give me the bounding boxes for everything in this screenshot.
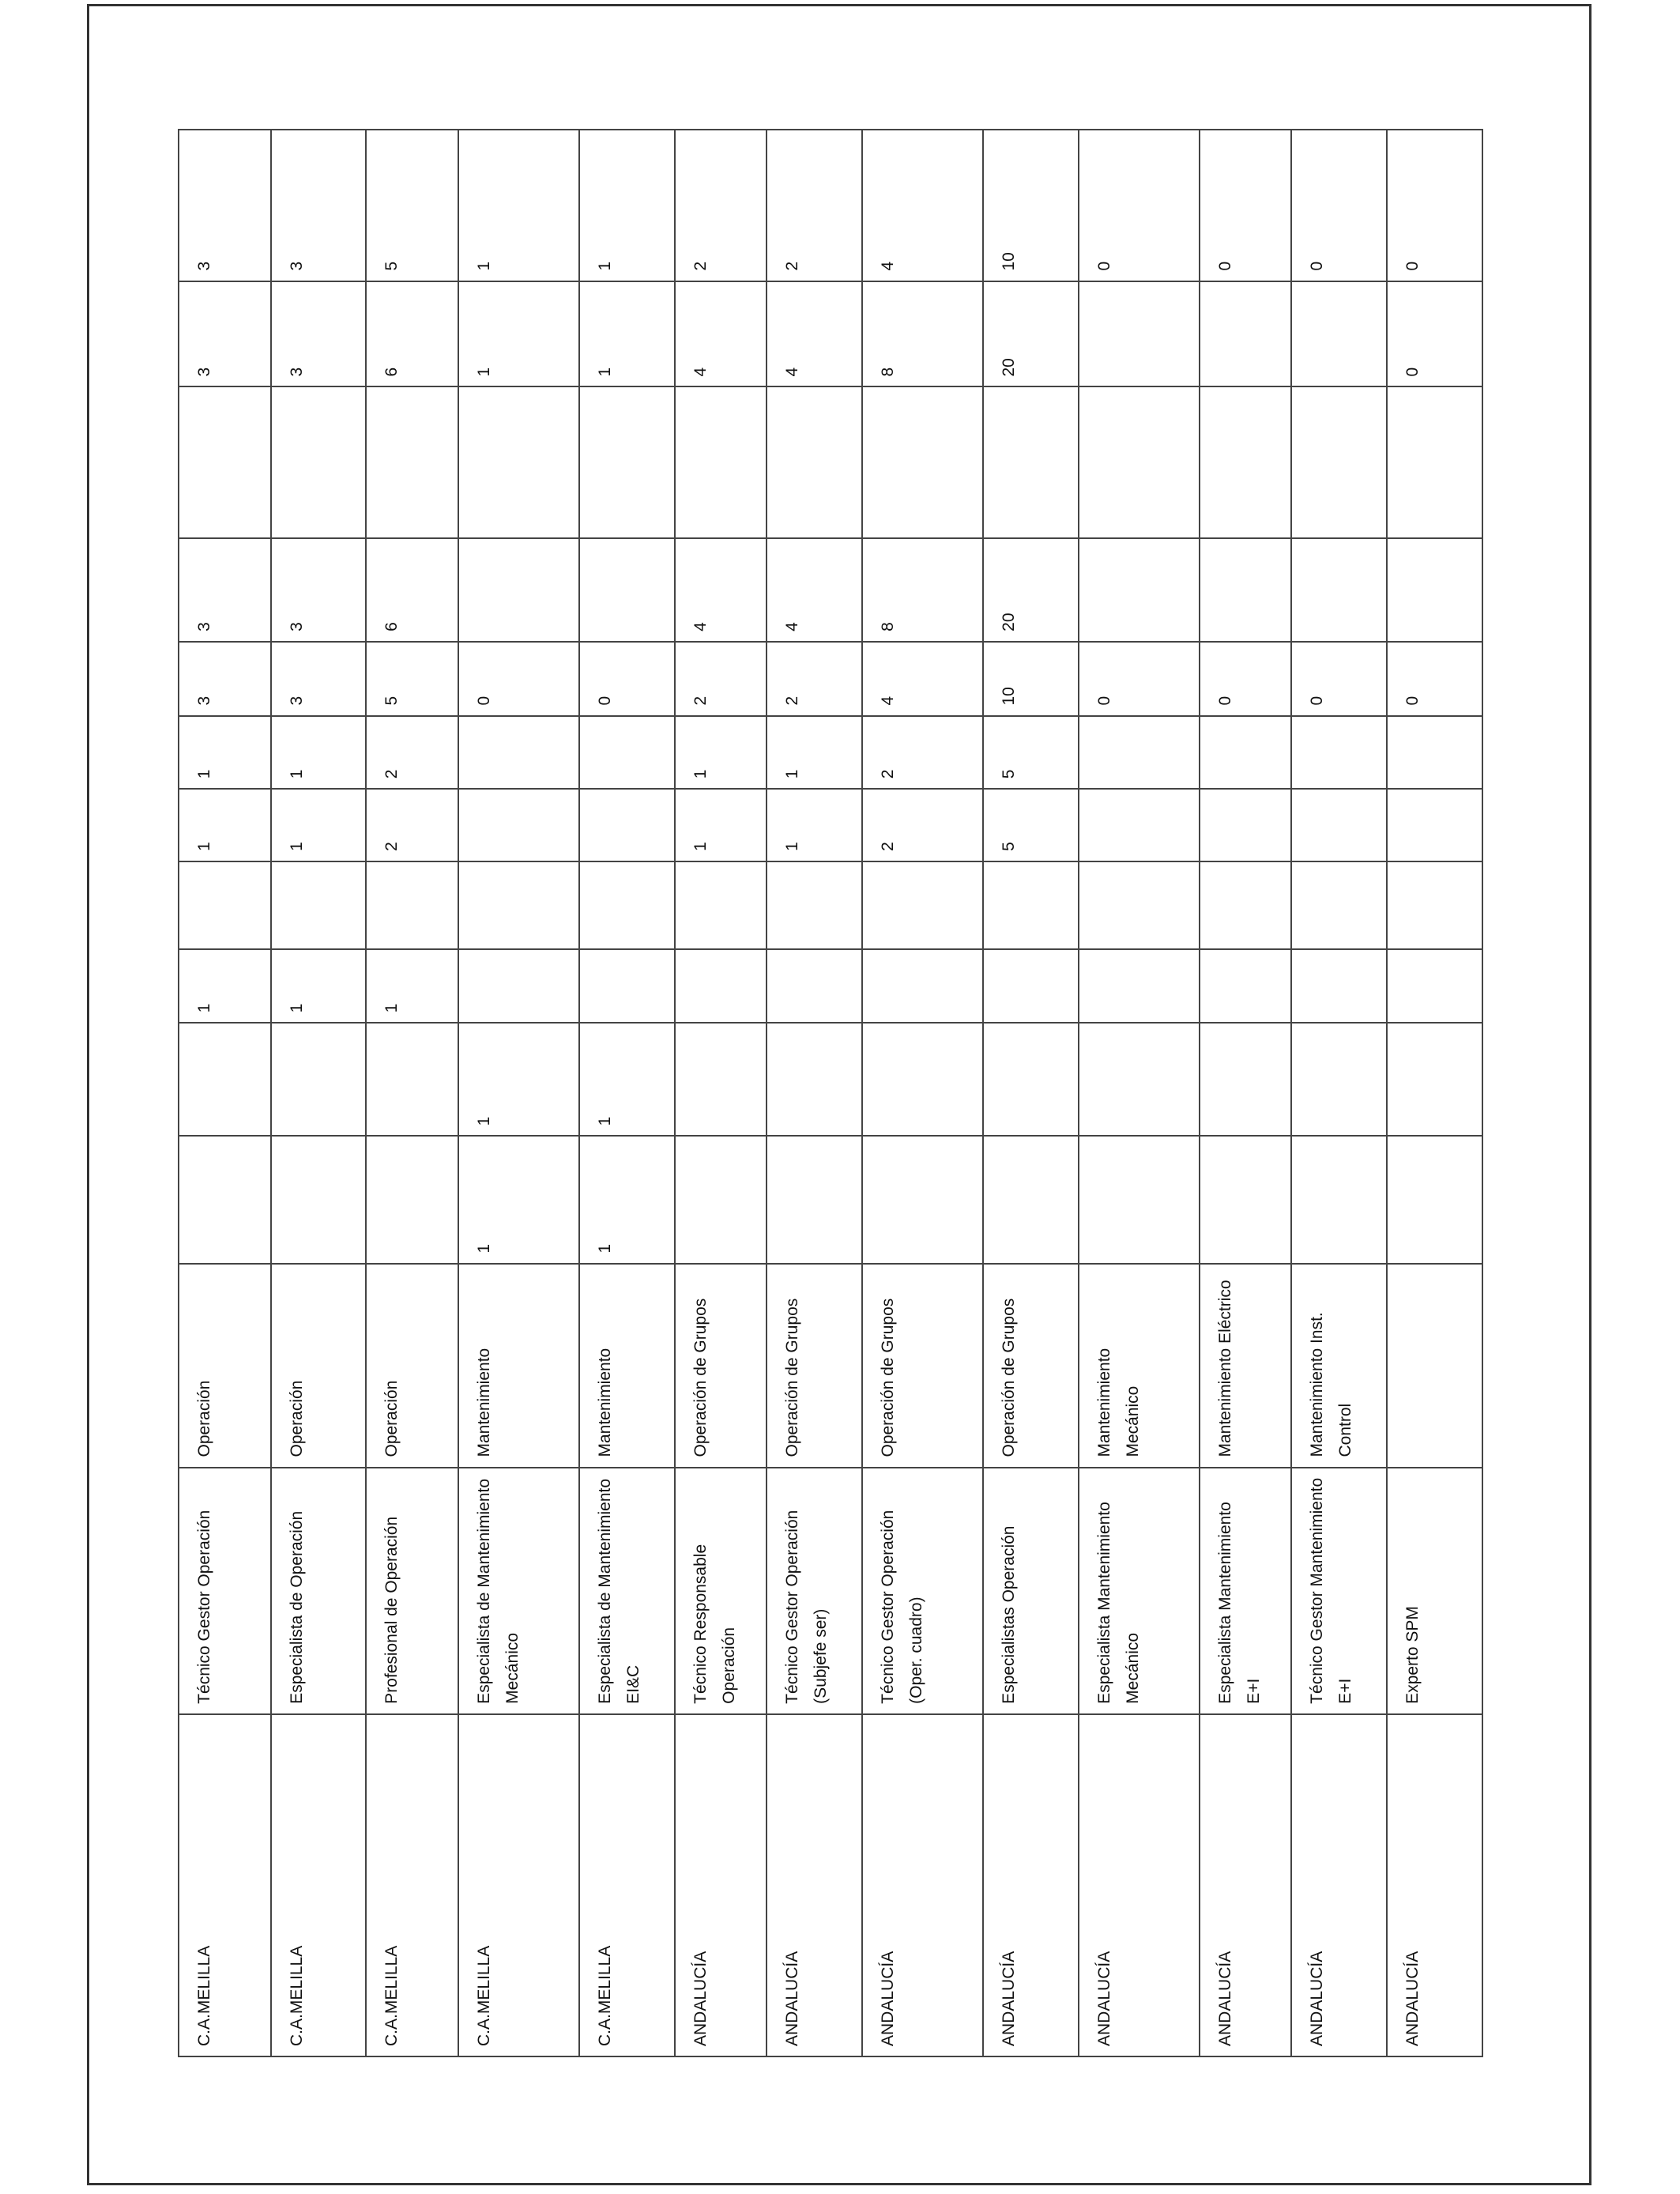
table-cell <box>1387 1023 1482 1136</box>
table-cell <box>1387 716 1482 790</box>
table-cell <box>1291 281 1387 387</box>
table-cell: 1 <box>271 949 367 1023</box>
table-cell <box>366 1023 458 1136</box>
table-cell <box>1079 538 1200 642</box>
table-cell <box>579 538 675 642</box>
table-cell: 4 <box>767 538 862 642</box>
table-cell <box>767 861 862 949</box>
table-cell: 1 <box>579 1136 675 1263</box>
table-cell <box>579 387 675 538</box>
table-cell: C.A.MELILLA <box>366 1714 458 2056</box>
table-cell: 1 <box>366 949 458 1023</box>
table-cell <box>1200 538 1292 642</box>
table-cell: 8 <box>862 538 983 642</box>
table-cell <box>1291 861 1387 949</box>
table-cell <box>1079 1023 1200 1136</box>
table-cell: Operación de Grupos <box>675 1264 767 1468</box>
table-cell: 4 <box>767 281 862 387</box>
table-cell: 2 <box>862 716 983 790</box>
table-cell: Especialistas Operación <box>983 1468 1079 1714</box>
table-row <box>458 130 579 2056</box>
table-cell <box>767 387 862 538</box>
table-cell: 3 <box>179 281 271 387</box>
table-cell: 4 <box>675 538 767 642</box>
table-cell <box>675 1023 767 1136</box>
table-cell: 4 <box>675 281 767 387</box>
table-cell: 1 <box>271 716 367 790</box>
table-cell: Especialista Mantenimiento Mecánico <box>1079 1468 1200 1714</box>
table-cell: 3 <box>179 538 271 642</box>
table-cell <box>458 949 579 1023</box>
table-cell <box>1387 1136 1482 1263</box>
table-cell: 1 <box>579 130 675 281</box>
table-cell: 8 <box>862 281 983 387</box>
table-cell: 3 <box>271 642 367 716</box>
table-cell: 2 <box>862 789 983 861</box>
table-cell <box>458 538 579 642</box>
table-cell <box>1200 789 1292 861</box>
table-cell: Operación <box>271 1264 367 1468</box>
table-cell <box>1079 789 1200 861</box>
table-cell: Operación de Grupos <box>862 1264 983 1468</box>
table-cell: C.A.MELILLA <box>271 1714 367 2056</box>
table-cell: 2 <box>366 716 458 790</box>
table-cell: Operación <box>366 1264 458 1468</box>
table-cell <box>675 387 767 538</box>
table-cell: Mantenimiento Mecánico <box>1079 1264 1200 1468</box>
table-cell: 0 <box>1291 642 1387 716</box>
table-cell: 1 <box>179 789 271 861</box>
table-cell <box>1200 949 1292 1023</box>
table-cell <box>1291 716 1387 790</box>
table-cell: C.A.MELILLA <box>458 1714 579 2056</box>
table-cell: 0 <box>1291 130 1387 281</box>
table-cell: Operación <box>179 1264 271 1468</box>
table-row <box>767 130 862 2056</box>
table-cell: 1 <box>767 789 862 861</box>
table-cell <box>1200 861 1292 949</box>
table-cell <box>1387 538 1482 642</box>
table-cell: Especialista de Mantenimiento Mecánico <box>458 1468 579 1714</box>
table-cell: 2 <box>675 642 767 716</box>
table-cell: C.A.MELILLA <box>179 1714 271 2056</box>
table-cell: 2 <box>767 130 862 281</box>
table-cell <box>1291 789 1387 861</box>
table-cell: 1 <box>179 949 271 1023</box>
table-cell <box>458 387 579 538</box>
table-cell <box>458 789 579 861</box>
table-row <box>179 130 271 2056</box>
table-cell: 3 <box>179 130 271 281</box>
table-cell: 0 <box>1200 642 1292 716</box>
table-cell <box>983 1136 1079 1263</box>
table-cell: 1 <box>458 130 579 281</box>
table-row <box>1291 130 1387 2056</box>
table-cell: 6 <box>366 281 458 387</box>
table-cell: 0 <box>1200 130 1292 281</box>
table-cell: 0 <box>1387 642 1482 716</box>
table-cell: Mantenimiento Inst. Control <box>1291 1264 1387 1468</box>
table-cell <box>862 1023 983 1136</box>
table-cell: 0 <box>579 642 675 716</box>
table-cell <box>1387 861 1482 949</box>
table-cell: 2 <box>675 130 767 281</box>
table-cell <box>366 1136 458 1263</box>
table-cell: 4 <box>862 130 983 281</box>
table-cell <box>579 861 675 949</box>
table-cell <box>579 949 675 1023</box>
table-cell <box>271 1023 367 1136</box>
table-cell: ANDALUCÍA <box>1291 1714 1387 2056</box>
table-cell <box>366 387 458 538</box>
table-cell <box>1387 949 1482 1023</box>
table-cell: 0 <box>1079 130 1200 281</box>
table-row <box>1387 130 1482 2056</box>
table-row <box>983 130 1079 2056</box>
table-cell <box>675 861 767 949</box>
table-cell <box>862 1136 983 1263</box>
table-cell: Experto SPM <box>1387 1468 1482 1714</box>
table-cell <box>767 1136 862 1263</box>
table-cell <box>1291 1136 1387 1263</box>
table-row <box>1079 130 1200 2056</box>
table-cell: 6 <box>366 538 458 642</box>
table-cell: Mantenimiento <box>458 1264 579 1468</box>
table-cell <box>862 387 983 538</box>
table-cell <box>1387 789 1482 861</box>
table-cell: 10 <box>983 642 1079 716</box>
table-cell: 0 <box>1079 642 1200 716</box>
table-cell <box>1079 949 1200 1023</box>
table-cell: Técnico Gestor Operación (Oper. cuadro) <box>862 1468 983 1714</box>
table-cell: 5 <box>366 642 458 716</box>
table-cell <box>983 1023 1079 1136</box>
table-cell: 1 <box>675 789 767 861</box>
table-cell: 5 <box>366 130 458 281</box>
table-cell <box>983 387 1079 538</box>
table-cell: 1 <box>458 1023 579 1136</box>
table-cell: 5 <box>983 789 1079 861</box>
table-body <box>179 130 1482 2056</box>
table-cell: 0 <box>458 642 579 716</box>
table-row <box>579 130 675 2056</box>
table-cell <box>1079 281 1200 387</box>
table-cell: Operación de Grupos <box>767 1264 862 1468</box>
table-cell: Mantenimiento Eléctrico <box>1200 1264 1292 1468</box>
table-cell: 1 <box>579 1023 675 1136</box>
table-cell: ANDALUCÍA <box>675 1714 767 2056</box>
table-cell <box>179 1136 271 1263</box>
table-row <box>271 130 367 2056</box>
table-cell <box>1200 281 1292 387</box>
table-cell: 20 <box>983 538 1079 642</box>
table-cell <box>1291 1023 1387 1136</box>
table-cell <box>179 861 271 949</box>
table-cell <box>1291 538 1387 642</box>
table-cell: Operación de Grupos <box>983 1264 1079 1468</box>
table-cell: Técnico Gestor Operación <box>179 1468 271 1714</box>
table-cell: 1 <box>458 1136 579 1263</box>
rotated-table-container <box>178 129 1483 2057</box>
table-cell: 1 <box>675 716 767 790</box>
table-cell: 1 <box>767 716 862 790</box>
table-cell: ANDALUCÍA <box>862 1714 983 2056</box>
table-cell: 5 <box>983 716 1079 790</box>
table-cell: Mantenimiento <box>579 1264 675 1468</box>
table-cell: 4 <box>862 642 983 716</box>
table-cell <box>1291 949 1387 1023</box>
table-cell: 2 <box>767 642 862 716</box>
table-cell: ANDALUCÍA <box>1079 1714 1200 2056</box>
table-cell: Especialista Mantenimiento E+I <box>1200 1468 1292 1714</box>
table-cell <box>1200 387 1292 538</box>
table-cell <box>579 789 675 861</box>
table-cell: ANDALUCÍA <box>1387 1714 1482 2056</box>
table-cell: 1 <box>271 789 367 861</box>
table-cell: Especialista de Operación <box>271 1468 367 1714</box>
table-cell: 1 <box>579 281 675 387</box>
table-cell <box>983 861 1079 949</box>
table-cell <box>458 716 579 790</box>
table-cell: 3 <box>271 130 367 281</box>
table-cell <box>179 1023 271 1136</box>
table-cell: Técnico Gestor Operación (Subjefe ser) <box>767 1468 862 1714</box>
table-cell: 0 <box>1387 281 1482 387</box>
table-cell: Técnico Responsable Operación <box>675 1468 767 1714</box>
table-row <box>675 130 767 2056</box>
table-cell: 3 <box>271 538 367 642</box>
table-cell <box>179 387 271 538</box>
table-cell <box>862 949 983 1023</box>
table-cell <box>675 1136 767 1263</box>
table-cell: ANDALUCÍA <box>983 1714 1079 2056</box>
table-cell: 1 <box>179 716 271 790</box>
table-cell <box>271 387 367 538</box>
table-cell <box>366 861 458 949</box>
table-cell <box>862 861 983 949</box>
table-cell: Técnico Gestor Mantenimiento E+I <box>1291 1468 1387 1714</box>
table-cell <box>1079 861 1200 949</box>
staffing-table <box>178 129 1483 2057</box>
table-cell: 3 <box>271 281 367 387</box>
table-cell: 20 <box>983 281 1079 387</box>
table-cell <box>983 949 1079 1023</box>
table-cell: 0 <box>1387 130 1482 281</box>
table-cell: 1 <box>458 281 579 387</box>
table-cell <box>1200 1023 1292 1136</box>
table-cell: C.A.MELILLA <box>579 1714 675 2056</box>
table-cell: 2 <box>366 789 458 861</box>
table-cell <box>767 949 862 1023</box>
table-row <box>366 130 458 2056</box>
table-cell <box>458 861 579 949</box>
table-cell <box>1200 716 1292 790</box>
table-cell <box>1200 1136 1292 1263</box>
table-cell <box>271 1136 367 1263</box>
table-cell <box>767 1023 862 1136</box>
table-cell: ANDALUCÍA <box>1200 1714 1292 2056</box>
table-cell: 10 <box>983 130 1079 281</box>
table-cell <box>1387 387 1482 538</box>
table-cell: 3 <box>179 642 271 716</box>
table-cell: ANDALUCÍA <box>767 1714 862 2056</box>
table-cell <box>579 716 675 790</box>
table-row <box>1200 130 1292 2056</box>
table-cell: Especialista de Mantenimiento EI&C <box>579 1468 675 1714</box>
table-row <box>862 130 983 2056</box>
table-cell <box>1387 1264 1482 1468</box>
table-cell: Profesional de Operación <box>366 1468 458 1714</box>
table-cell <box>1079 716 1200 790</box>
table-cell <box>1079 387 1200 538</box>
table-cell <box>1291 387 1387 538</box>
table-cell <box>271 861 367 949</box>
table-cell <box>1079 1136 1200 1263</box>
table-cell <box>675 949 767 1023</box>
